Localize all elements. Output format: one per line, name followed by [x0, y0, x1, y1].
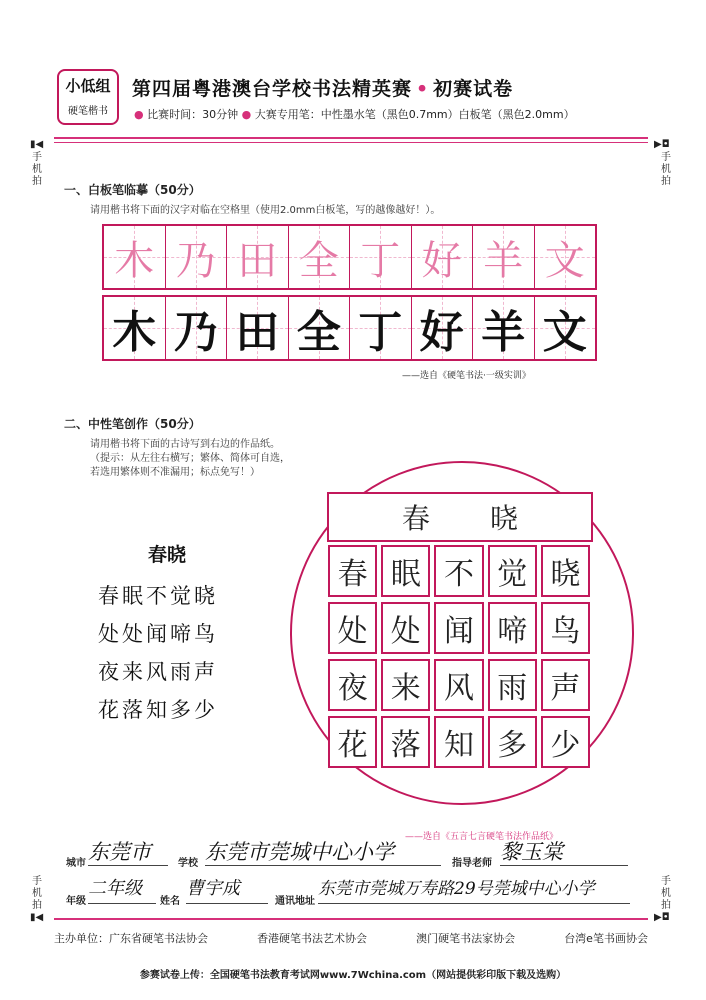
- marker-icon-left-top: ▮◀: [30, 139, 44, 150]
- answer-cell[interactable]: 落: [381, 716, 430, 768]
- organizer: 主办单位：广东省硬笔书法协会: [54, 932, 208, 945]
- group-sub-label: 硬笔楷书: [68, 106, 108, 117]
- answer-cell[interactable]: 夜: [328, 659, 377, 711]
- practice-cell[interactable]: 田: [227, 226, 289, 288]
- footer-divider: [54, 918, 648, 920]
- answer-cell[interactable]: 少: [541, 716, 590, 768]
- answer-row: [328, 545, 590, 597]
- poem-title: 春晓: [148, 544, 187, 566]
- answer-title-box[interactable]: [327, 492, 593, 542]
- answer-cell[interactable]: 声: [541, 659, 590, 711]
- side-label-left-top: 手机拍: [32, 152, 42, 187]
- practice-cell[interactable]: 乃: [166, 226, 228, 288]
- section2-source: ——选自《五言七言硬笔书法作品纸》: [405, 832, 559, 842]
- section2-instruction-2: （提示：从左往右横写；繁体、简体可自选，: [90, 453, 290, 464]
- header-divider: [54, 137, 648, 139]
- group-badge: [57, 69, 119, 125]
- address-label: 通讯地址: [275, 896, 315, 907]
- answer-cell[interactable]: 知: [434, 716, 483, 768]
- group-label: 小低组: [65, 77, 111, 95]
- organizer: 香港硬笔书法艺术协会: [257, 932, 368, 945]
- name-label: 姓名: [160, 896, 180, 907]
- marker-icon-left-bottom: ▮◀: [30, 912, 44, 923]
- answer-title-char: 晓: [490, 502, 519, 535]
- city-field[interactable]: 东莞市: [88, 840, 151, 864]
- side-label-right-top: 手机拍: [661, 152, 671, 187]
- name-field[interactable]: 曹宇成: [186, 878, 240, 899]
- model-cell: 文: [535, 297, 596, 359]
- grade-underline: [88, 903, 156, 904]
- school-label: 学校: [178, 858, 198, 869]
- section1-heading: 一、白板笔临摹（50分）: [64, 183, 201, 197]
- bullet-icon: ●: [134, 108, 144, 121]
- city-underline: [88, 865, 168, 866]
- answer-cell[interactable]: 觉: [488, 545, 537, 597]
- address-underline: [318, 903, 630, 904]
- camera-icon-right-bottom: ▶◘: [654, 912, 670, 923]
- model-cell: 乃: [166, 297, 228, 359]
- practice-cell[interactable]: 全: [289, 226, 351, 288]
- title-suffix: 初赛试卷: [433, 78, 514, 100]
- answer-cell[interactable]: 闻: [434, 602, 483, 654]
- organizer: 台湾e笔书画协会: [564, 932, 648, 945]
- answer-cell[interactable]: 雨: [488, 659, 537, 711]
- answer-grid: [328, 545, 590, 773]
- school-field[interactable]: 东莞市莞城中心小学: [205, 840, 394, 864]
- grade-field[interactable]: 二年级: [88, 878, 142, 899]
- answer-cell[interactable]: 处: [381, 602, 430, 654]
- answer-cell[interactable]: 晓: [541, 545, 590, 597]
- poem-line: 春眠不觉晓: [98, 584, 218, 608]
- model-cell: 木: [104, 297, 166, 359]
- practice-grid: [102, 224, 597, 290]
- title-dot: •: [416, 78, 430, 100]
- model-grid: [102, 295, 597, 361]
- section2-instruction-3: 若选用繁体则不准漏用；标点免写！）: [90, 467, 260, 478]
- practice-cell[interactable]: 木: [104, 226, 166, 288]
- organizer: 澳门硬笔书法家协会: [416, 932, 516, 945]
- exam-pen: 大赛专用笔：中性墨水笔（黑色0.7mm）白板笔（黑色2.0mm）: [254, 108, 575, 121]
- answer-title-char: 春: [401, 502, 430, 535]
- answer-cell[interactable]: 眠: [381, 545, 430, 597]
- answer-row: [328, 602, 590, 654]
- practice-cell[interactable]: 文: [535, 226, 596, 288]
- section1-source: ——选自《硬笔书法·一级实训》: [402, 371, 531, 381]
- answer-cell[interactable]: 来: [381, 659, 430, 711]
- header-divider-thin: [54, 142, 648, 143]
- model-cell: 全: [289, 297, 351, 359]
- section2-heading: 二、中性笔创作（50分）: [64, 417, 201, 431]
- poem-line: 花落知多少: [98, 698, 218, 722]
- model-cell: 丁: [350, 297, 412, 359]
- model-cell: 好: [412, 297, 474, 359]
- answer-cell[interactable]: 处: [328, 602, 377, 654]
- section2-instruction-1: 请用楷书将下面的古诗写到右边的作品纸。: [90, 439, 280, 450]
- answer-cell[interactable]: 多: [488, 716, 537, 768]
- answer-cell[interactable]: 鸟: [541, 602, 590, 654]
- city-label: 城市: [66, 858, 86, 869]
- answer-cell[interactable]: 春: [328, 545, 377, 597]
- grade-label: 年级: [66, 896, 86, 907]
- answer-row: [328, 716, 590, 768]
- bullet-icon: ●: [241, 108, 252, 121]
- model-cell: 田: [227, 297, 289, 359]
- practice-cell[interactable]: 丁: [350, 226, 412, 288]
- teacher-label: 指导老师: [452, 858, 492, 869]
- poem-line: 处处闻啼鸟: [98, 622, 218, 646]
- model-cell: 羊: [473, 297, 535, 359]
- organizers: [54, 930, 648, 946]
- school-underline: [205, 865, 441, 866]
- name-underline: [186, 903, 268, 904]
- camera-icon-right-top: ▶◘: [654, 139, 670, 150]
- upload-note: 参赛试卷上传：全国硬笔书法教育考试网www.7Wchina.com（网站提供彩印版下载及选购）: [139, 970, 567, 981]
- practice-cell[interactable]: 羊: [473, 226, 535, 288]
- page-title: [132, 74, 513, 101]
- answer-cell[interactable]: 风: [434, 659, 483, 711]
- exam-time: 比赛时间：30分钟: [147, 108, 239, 121]
- answer-cell[interactable]: 花: [328, 716, 377, 768]
- section1-instruction: 请用楷书将下面的汉字对临在空格里（使用2.0mm白板笔，写的越像越好！）。: [90, 205, 441, 216]
- address-field[interactable]: 东莞市莞城万寿路29号莞城中心小学: [318, 879, 595, 899]
- title-main: 第四届粤港澳台学校书法精英赛: [132, 78, 413, 100]
- exam-info: [134, 106, 575, 122]
- teacher-field[interactable]: 黎玉棠: [500, 840, 563, 864]
- side-label-left-bottom: 手机拍: [32, 876, 42, 911]
- poem-line: 夜来风雨声: [98, 660, 218, 684]
- answer-row: [328, 659, 590, 711]
- teacher-underline: [500, 865, 628, 866]
- answer-cell[interactable]: 不: [434, 545, 483, 597]
- side-label-right-bottom: 手机拍: [661, 876, 671, 911]
- answer-cell[interactable]: 啼: [488, 602, 537, 654]
- practice-cell[interactable]: 好: [412, 226, 474, 288]
